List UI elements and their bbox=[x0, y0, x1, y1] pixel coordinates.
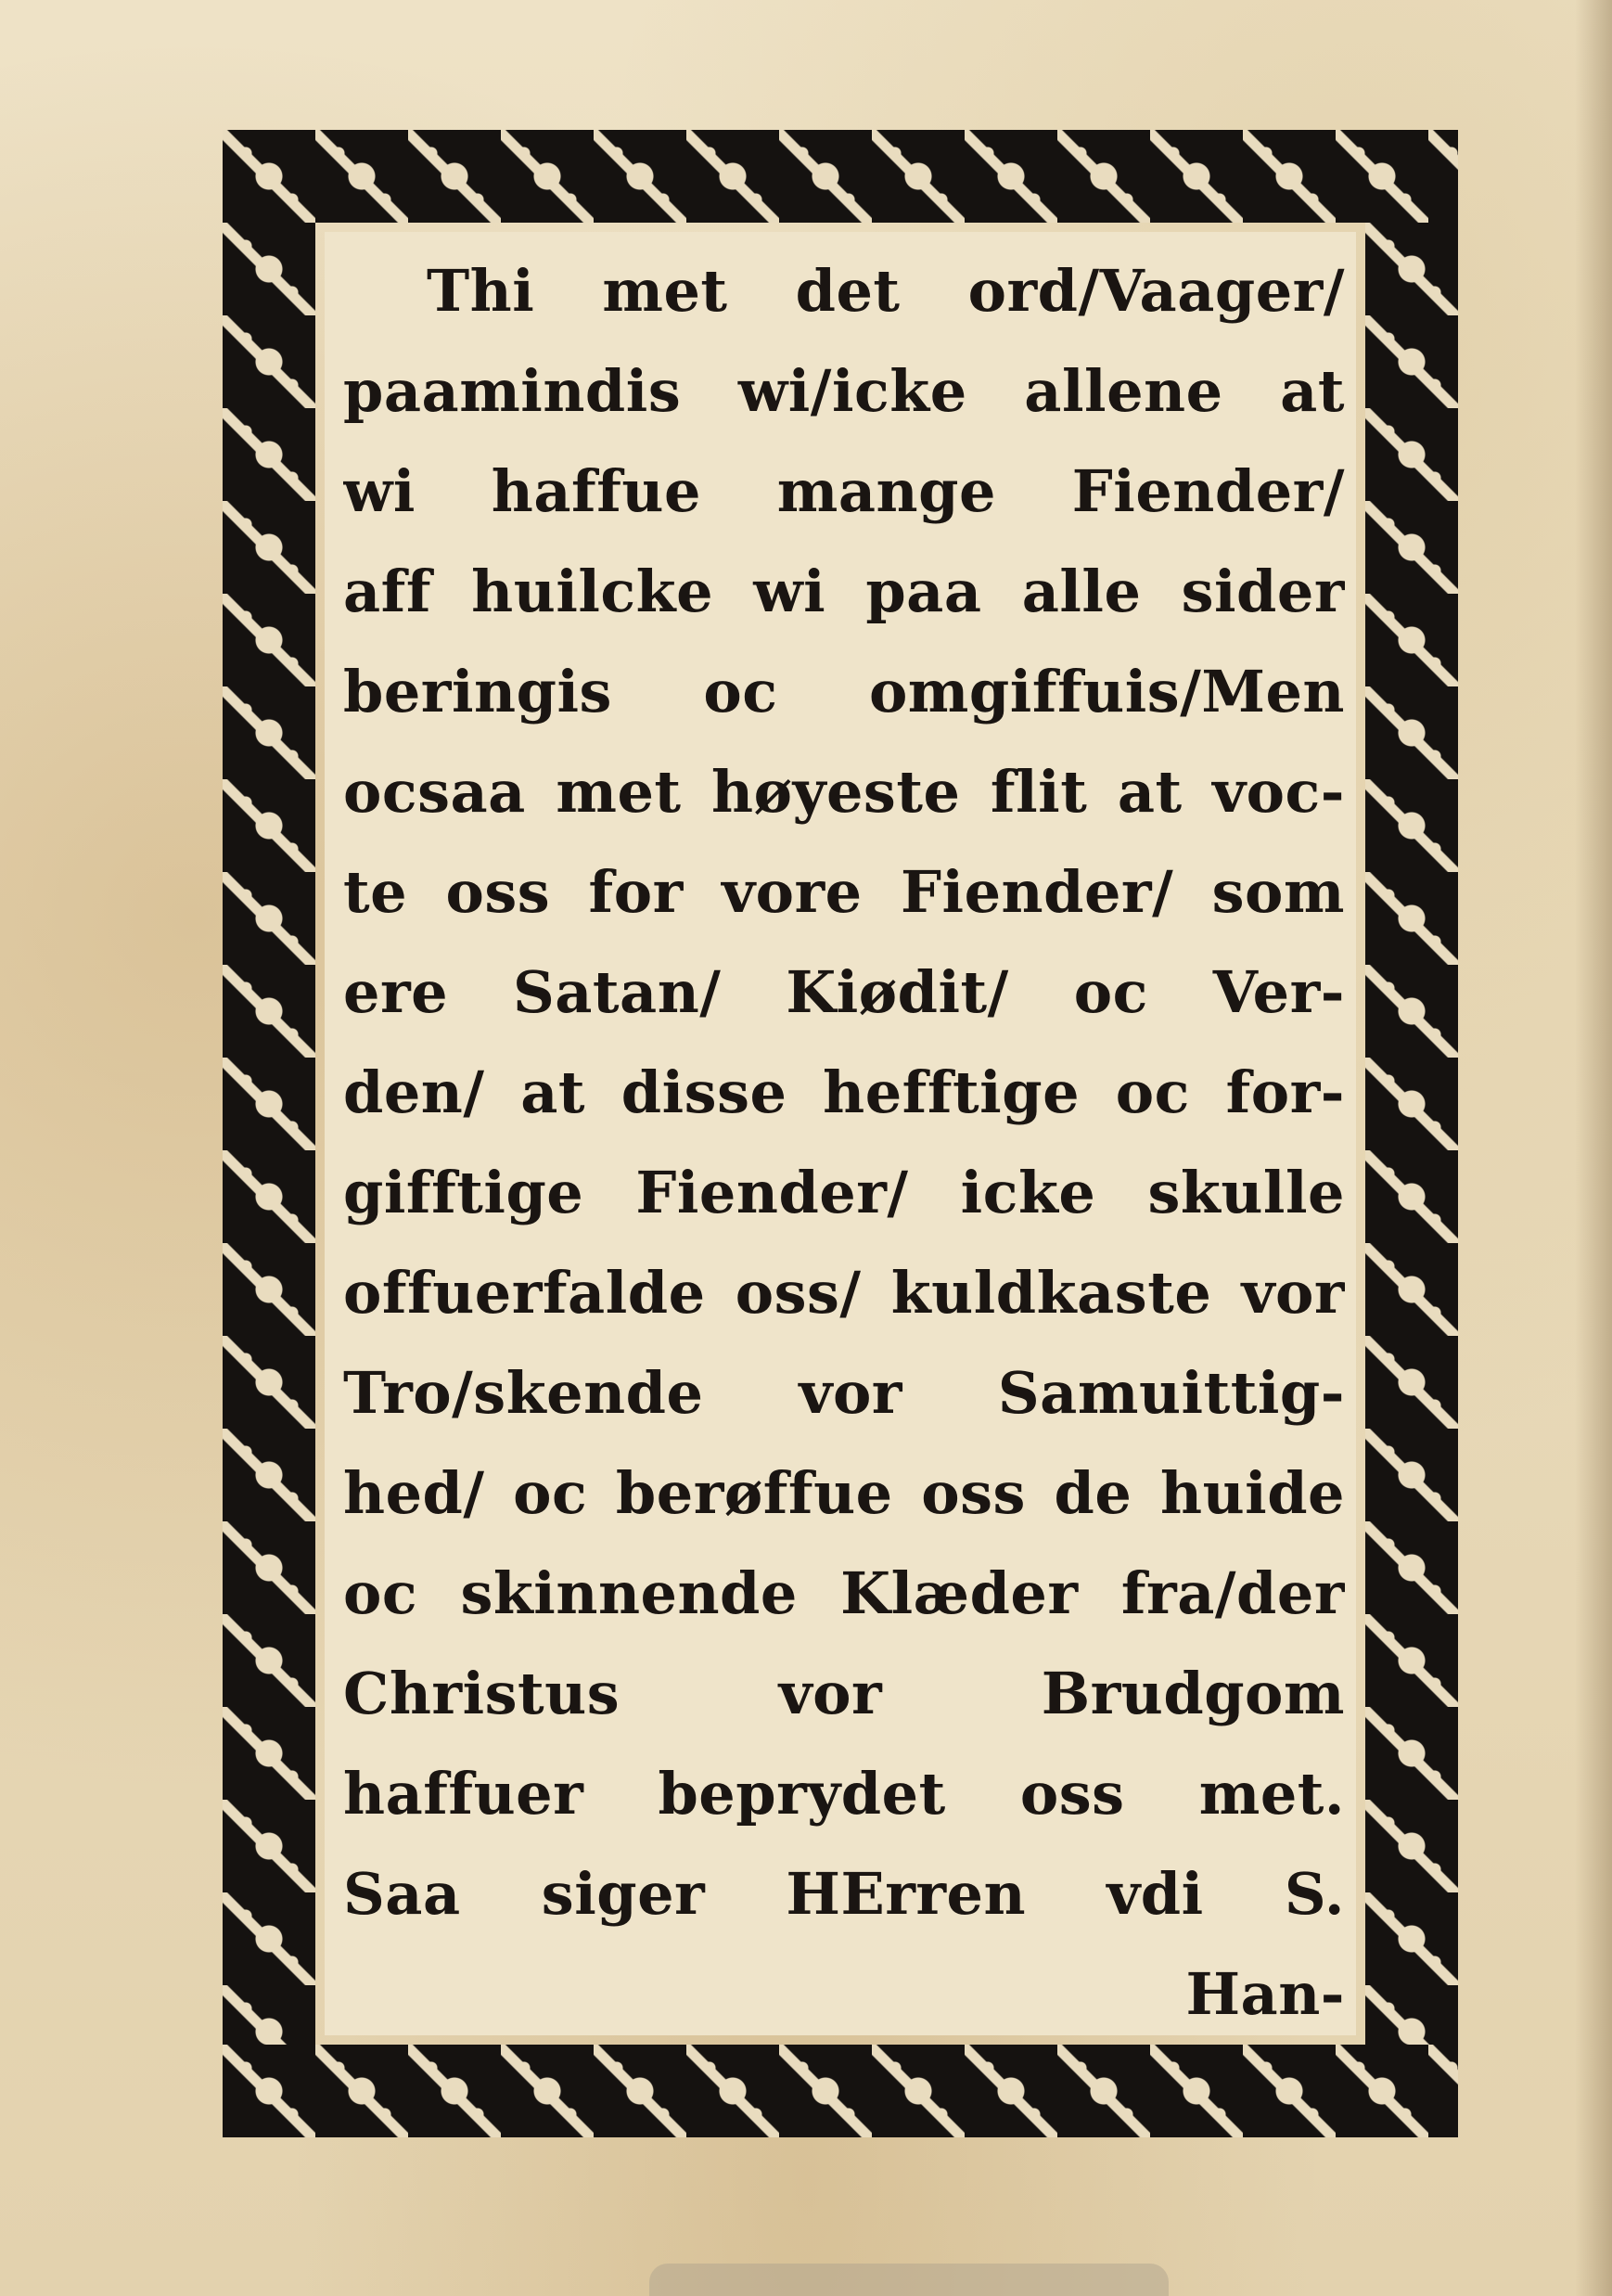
text-line: offuerfalde oss/ kuldkaste vor bbox=[343, 1259, 1345, 1327]
text-line: wi haffue mange Fiender/ bbox=[343, 457, 1345, 525]
text-line: ere Satan/ Kiødit/ oc Ver- bbox=[343, 958, 1345, 1026]
text-line: Saa siger HErren vdi S. bbox=[343, 1860, 1345, 1928]
ornamental-border-top bbox=[223, 130, 1458, 223]
text-line: Tro/skende vor Samuittig- bbox=[343, 1359, 1345, 1427]
text-line: gifftige Fiender/ icke skulle bbox=[343, 1159, 1345, 1226]
catchword: Han- bbox=[1185, 1960, 1345, 2028]
text-line: haffuer beprydet oss met. bbox=[343, 1760, 1345, 1828]
text-line: te oss for vore Fiender/ som bbox=[343, 858, 1345, 926]
text-line: den/ at disse hefftige oc for- bbox=[343, 1058, 1345, 1126]
text-line: Christus vor Brudgom bbox=[343, 1660, 1345, 1727]
text-panel bbox=[325, 232, 1356, 2035]
binding-shadow bbox=[649, 2264, 1169, 2296]
text-line: aff huilcke wi paa alle sider bbox=[343, 558, 1345, 625]
text-line: Thi met det ord/Vaager/ bbox=[427, 257, 1345, 325]
body-text bbox=[343, 241, 1345, 2045]
ornamental-border-bottom bbox=[223, 2045, 1458, 2137]
text-line: ocsaa met høyeste flit at voc- bbox=[343, 758, 1345, 826]
text-line: oc skinnende Klæder fra/der bbox=[343, 1559, 1345, 1627]
ornamental-border-left bbox=[223, 223, 315, 2045]
page-edge-shadow bbox=[1575, 0, 1612, 2296]
text-line: hed/ oc berøffue oss de huide bbox=[343, 1459, 1345, 1527]
text-line: paamindis wi/icke allene at bbox=[343, 357, 1345, 425]
text-line: beringis oc omgiffuis/Men bbox=[343, 658, 1345, 725]
ornamental-border-right bbox=[1365, 223, 1458, 2045]
